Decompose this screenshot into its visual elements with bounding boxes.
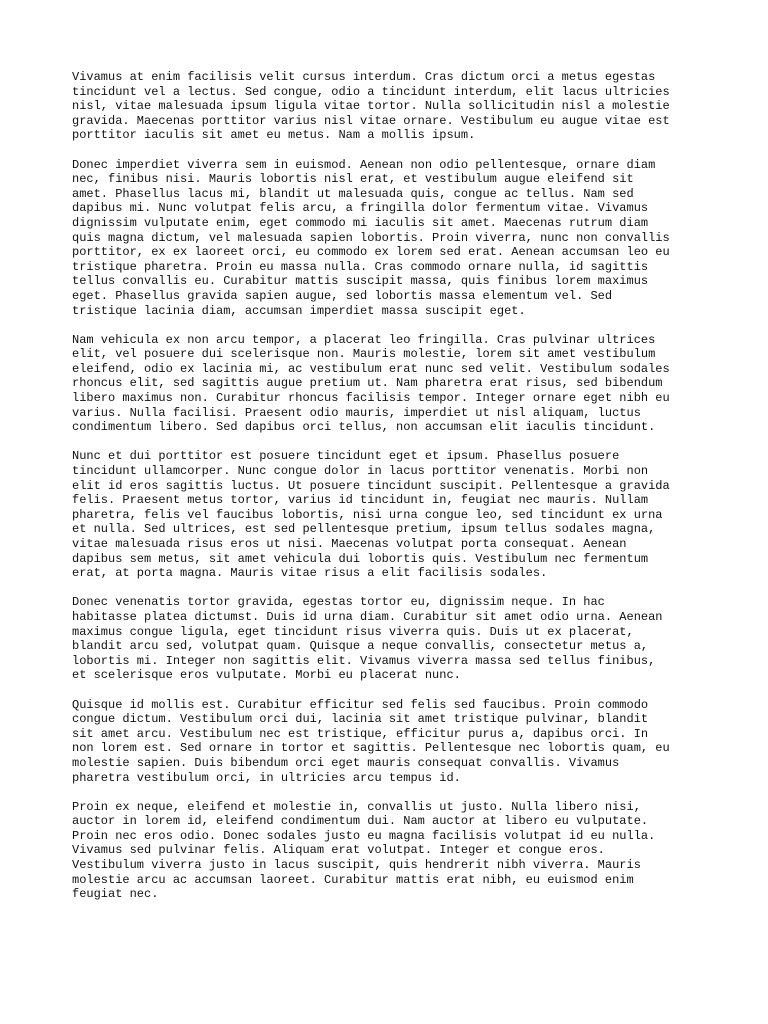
paragraph-1: Vivamus at enim facilisis velit cursus interdum. Cras dictum orci a metus egestas tincidunt vel a lectus. Sed congue, odio a tincidunt interdum, elit lacus ultricies nisl, vitae malesuada ipsum ligula vitae tortor. Nulla sollicitudin nisl a molestie gravida. Maecenas porttitor varius nisl vitae ornare. Vestibulum eu augue vitae est porttitor iaculis sit amet eu metus. Nam a mollis ipsum. bbox=[72, 70, 670, 143]
paragraph-4: Nunc et dui porttitor est posuere tincidunt eget et ipsum. Phasellus posuere tincidunt ullamcorper. Nunc congue dolor in lacus porttitor venenatis. Morbi non elit id eros sagittis luctus. Ut posuere tincidunt suscipit. Pellentesque a gravida felis. Praesent metus tortor, varius id tincidunt in, feugiat nec mauris. Nullam pharetra, felis vel faucibus lobortis, nisi urna congue leo, sed tincidunt ex urna et nulla. Sed ultrices, est sed pellentesque pretium, ipsum tellus sodales magna, vitae malesuada risus eros ut nisi. Maecenas volutpat porta consequat. Aenean dapibus sem metus, sit amet vehicula dui lobortis quis. Vestibulum nec fermentum erat, at porta magna. Mauris vitae risus a elit facilisis sodales. bbox=[72, 449, 670, 581]
paragraph-3: Nam vehicula ex non arcu tempor, a placerat leo fringilla. Cras pulvinar ultrices elit, vel posuere dui scelerisque non. Mauris molestie, lorem sit amet vestibulum eleifend, odio ex lacinia mi, ac vestibulum erat nunc sed velit. Vestibulum sodales rhoncus elit, sed sagittis augue pretium ut. Nam pharetra erat risus, sed bibendum libero maximus non. Curabitur rhoncus facilisis tempor. Integer ornare eget nibh eu varius. Nulla facilisi. Praesent odio mauris, imperdiet ut nisl aliquam, luctus condimentum libero. Sed dapibus orci tellus, non accumsan elit iaculis tincidunt. bbox=[72, 332, 670, 435]
paragraph-5: Donec venenatis tortor gravida, egestas tortor eu, dignissim neque. In hac habitasse platea dictumst. Duis id urna diam. Curabitur sit amet odio urna. Aenean maximus congue ligula, eget tincidunt risus viverra quis. Duis ut ex placerat, blandit arcu sed, volutpat quam. Quisque a neque convallis, consectetur metus a, lobortis mi. Integer non sagittis elit. Vivamus viverra massa sed tellus finibus, et scelerisque eros vulputate. Morbi eu placerat nunc. bbox=[72, 595, 663, 683]
paragraph-6: Quisque id mollis est. Curabitur efficitur sed felis sed faucibus. Proin commodo congue dictum. Vestibulum orci dui, lacinia sit amet tristique pulvinar, blandit sit amet arcu. Vestibulum nec est tristique, efficitur purus a, dapibus orci. In non lorem est. Sed ornare in tortor et sagittis. Pellentesque nec lobortis quam, eu molestie sapien. Duis bibendum orci eget mauris consequat convallis. Vivamus pharetra vestibulum orci, in ultricies arcu tempus id. bbox=[72, 697, 670, 785]
document-body bbox=[72, 70, 702, 916]
paragraph-7: Proin ex neque, eleifend et molestie in, convallis ut justo. Nulla libero nisi, auctor in lorem id, eleifend condimentum dui. Nam auctor at libero eu vulputate. Proin nec eros odio. Donec sodales justo eu magna facilisis volutpat id eu nulla. Vivamus sed pulvinar felis. Aliquam erat volutpat. Integer et congue eros. Vestibulum viverra justo in lacus suscipit, quis hendrerit nibh viverra. Mauris molestie arcu ac accumsan laoreet. Curabitur mattis erat nibh, eu euismod enim feugiat nec. bbox=[72, 799, 656, 902]
paragraph-2: Donec imperdiet viverra sem in euismod. Aenean non odio pellentesque, ornare diam nec, finibus nisi. Mauris lobortis nisl erat, et vestibulum augue eleifend sit amet. Phasellus lacus mi, blandit ut malesuada quis, congue ac tellus. Nam sed dapibus mi. Nunc volutpat felis arcu, a fringilla dolor fermentum vitae. Vivamus dignissim vulputate enim, eget commodo mi iaculis sit amet. Maecenas rutrum diam quis magna dictum, vel malesuada sapien lobortis. Proin viverra, nunc non convallis porttitor, ex ex laoreet orci, eu commodo ex lorem sed erat. Aenean accumsan leo eu tristique pharetra. Proin eu massa nulla. Cras commodo ornare nulla, id sagittis tellus convallis eu. Curabitur mattis suscipit massa, quis finibus lorem maximus eget. Phasellus gravida sapien augue, sed lobortis massa elementum vel. Sed tristique lacinia diam, accumsan imperdiet massa suscipit eget. bbox=[72, 157, 670, 318]
